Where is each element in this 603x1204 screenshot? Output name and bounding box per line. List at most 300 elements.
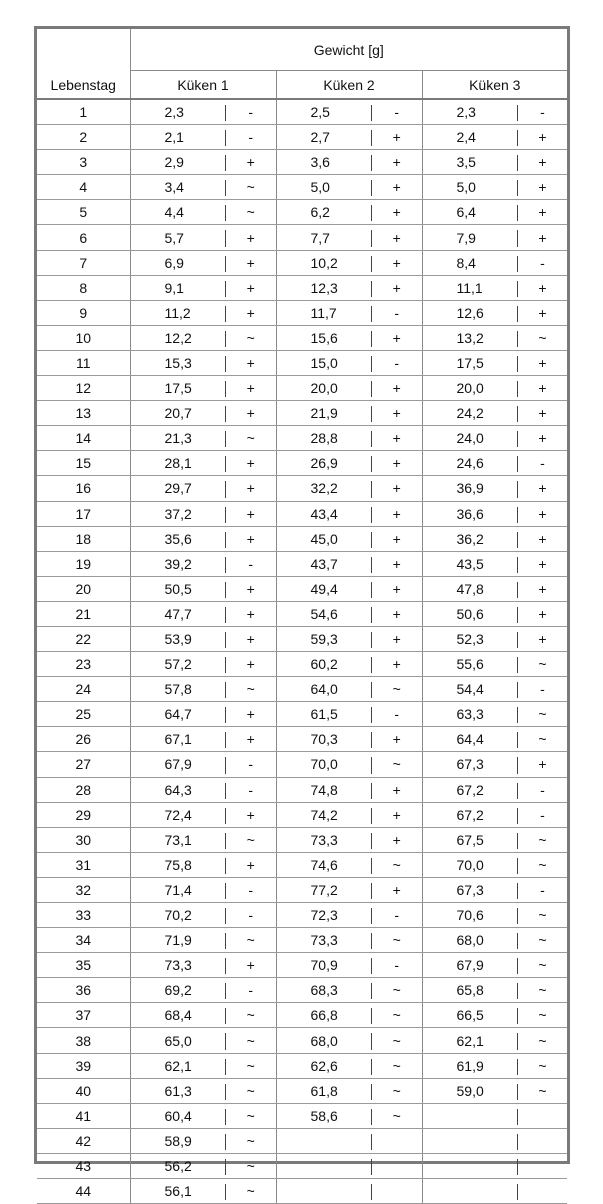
cell-divider [371,256,372,272]
cell-divider [517,632,518,648]
table-row [37,652,567,677]
trend-symbol: ~ [226,677,276,702]
day-cell: 37 [37,1003,130,1028]
trend-symbol [518,1103,567,1128]
cell-divider [371,331,372,347]
cell-divider [371,983,372,999]
day-cell: 38 [37,1028,130,1053]
weight-value-cell [422,250,518,275]
table-row [37,1078,567,1103]
cell-divider [371,1109,372,1125]
weight-value-cell [130,777,226,802]
trend-symbol: - [226,877,276,902]
weight-value-cell [276,275,372,300]
weight-value-cell [422,928,518,953]
table-row [37,325,567,350]
table-row [37,99,567,125]
trend-symbol: + [372,426,422,451]
trend-symbol: - [226,99,276,125]
table-row [37,1028,567,1053]
trend-symbol: ~ [226,426,276,451]
trend-symbol: - [518,99,567,125]
trend-symbol: + [518,501,567,526]
weight-value-cell [130,150,226,175]
cell-divider [517,1134,518,1150]
weight-value-cell [276,852,372,877]
weight-value-cell [130,401,226,426]
cell-divider [517,205,518,221]
weight-value: 26,9 [310,455,338,472]
weight-value-cell [276,99,372,125]
trend-symbol: ~ [226,827,276,852]
weight-value-cell [130,576,226,601]
trend-symbol: - [372,702,422,727]
trend-symbol: + [518,601,567,626]
table-row [37,275,567,300]
weight-value-cell [276,928,372,953]
weight-value: 6,9 [164,254,184,271]
trend-symbol: ~ [518,978,567,1003]
day-cell: 5 [37,200,130,225]
weight-value-cell [422,401,518,426]
weight-value: 71,4 [164,881,192,898]
trend-symbol: + [226,702,276,727]
table-row [37,677,567,702]
cell-divider [225,632,226,648]
cell-divider [371,507,372,523]
trend-symbol: + [226,852,276,877]
cell-divider [225,783,226,799]
cell-divider [225,908,226,924]
weight-value: 4,4 [164,204,184,221]
table-row [37,626,567,651]
trend-symbol: - [372,903,422,928]
table-row [37,1103,567,1128]
trend-symbol [518,1153,567,1178]
cell-divider [225,707,226,723]
cell-divider [225,732,226,748]
day-cell: 1 [37,99,130,125]
weight-value: 11,1 [456,279,483,296]
day-cell: 27 [37,752,130,777]
trend-symbol: + [226,802,276,827]
weight-value: 58,9 [164,1132,192,1149]
weight-value: 73,3 [164,957,192,974]
weight-value-cell [130,501,226,526]
weight-value: 32,2 [310,480,338,497]
trend-symbol: ~ [518,953,567,978]
weight-value-cell [422,953,518,978]
trend-symbol: ~ [372,1028,422,1053]
trend-symbol: ~ [372,1053,422,1078]
cell-divider [517,858,518,874]
table-row [37,903,567,928]
cell-divider [517,431,518,447]
weight-value: 54,4 [456,681,484,698]
table-row [37,576,567,601]
cell-divider [225,858,226,874]
trend-symbol: ~ [226,1103,276,1128]
weight-table-frame [34,26,570,1200]
trend-symbol: + [226,150,276,175]
day-cell: 39 [37,1053,130,1078]
trend-symbol: + [372,451,422,476]
weight-value-cell [276,501,372,526]
trend-symbol: + [372,551,422,576]
trend-symbol: ~ [372,677,422,702]
weight-value: 71,9 [164,932,192,949]
table-row [37,827,567,852]
weight-value: 60,2 [310,656,338,673]
cell-divider [371,406,372,422]
day-cell: 21 [37,601,130,626]
weight-value: 70,9 [310,957,338,974]
weight-value: 6,4 [456,204,476,221]
trend-symbol: ~ [518,1028,567,1053]
weight-value: 56,1 [164,1183,192,1200]
trend-symbol: - [226,978,276,1003]
weight-value: 61,8 [310,1082,338,1099]
day-cell: 28 [37,777,130,802]
weight-value: 12,6 [456,304,484,321]
cell-divider [371,808,372,824]
weight-value-cell [422,1153,518,1178]
cell-divider [225,256,226,272]
trend-symbol: + [372,601,422,626]
cell-divider [225,481,226,497]
weight-value-cell [276,125,372,150]
cell-divider [371,431,372,447]
trend-symbol: ~ [518,702,567,727]
cell-divider [517,1084,518,1100]
weight-value-cell [276,200,372,225]
weight-value-cell [422,576,518,601]
table-row [37,1128,567,1153]
weight-value-cell [276,526,372,551]
weight-value-cell [422,626,518,651]
weight-value-cell [130,903,226,928]
weight-value: 70,3 [310,731,338,748]
weight-value: 67,5 [456,831,484,848]
trend-symbol: + [518,476,567,501]
weight-value-cell [130,275,226,300]
weight-value: 64,4 [456,731,484,748]
cell-divider [517,1109,518,1125]
cell-divider [225,180,226,196]
weight-value: 21,9 [310,405,338,422]
trend-symbol: + [372,626,422,651]
weight-value: 61,9 [456,1057,484,1074]
cell-divider [371,833,372,849]
table-body [37,99,567,1204]
table-row [37,451,567,476]
cell-divider [225,657,226,673]
cell-divider [517,1008,518,1024]
trend-symbol [372,1153,422,1178]
trend-symbol: - [226,903,276,928]
weight-value: 20,7 [164,405,192,422]
weight-value: 72,3 [310,907,338,924]
weight-value-cell [130,727,226,752]
day-cell: 23 [37,652,130,677]
cell-divider [517,557,518,573]
weight-value: 65,0 [164,1032,192,1049]
cell-divider [225,456,226,472]
weight-value-cell [130,601,226,626]
weight-table [37,29,567,1204]
weight-value-cell [276,1103,372,1128]
weight-value-cell [130,852,226,877]
cell-divider [371,707,372,723]
weight-value-cell [130,1153,226,1178]
trend-symbol: + [372,401,422,426]
cell-divider [225,1134,226,1150]
weight-value: 43,7 [310,555,338,572]
weight-value-cell [276,777,372,802]
weight-value-cell [422,225,518,250]
weight-value-cell [276,752,372,777]
table-row [37,175,567,200]
weight-value-cell [422,325,518,350]
weight-value-cell [276,601,372,626]
weight-value-cell [276,376,372,401]
weight-value: 68,4 [164,1007,192,1024]
cell-divider [225,105,226,121]
trend-symbol: + [518,300,567,325]
cell-divider [517,908,518,924]
trend-symbol: + [518,200,567,225]
table-row [37,376,567,401]
weight-value-cell [130,225,226,250]
weight-value-cell [422,551,518,576]
trend-symbol: ~ [372,978,422,1003]
day-cell: 36 [37,978,130,1003]
weight-value: 62,6 [310,1057,338,1074]
cell-divider [517,958,518,974]
weight-value-cell [276,953,372,978]
cell-divider [371,858,372,874]
weight-value: 67,9 [164,756,192,773]
weight-value-cell [130,250,226,275]
trend-symbol: + [226,601,276,626]
weight-value: 70,0 [456,856,484,873]
trend-symbol: + [518,401,567,426]
cell-divider [371,1134,372,1150]
day-cell: 26 [37,727,130,752]
trend-symbol: - [226,125,276,150]
weight-value-cell [130,350,226,375]
cell-divider [225,281,226,297]
weight-value-cell [276,626,372,651]
trend-symbol: ~ [372,1078,422,1103]
cell-divider [371,1059,372,1075]
weight-value: 8,4 [456,254,476,271]
trend-symbol: + [518,350,567,375]
weight-value-cell [130,928,226,953]
weight-value: 36,6 [456,505,484,522]
cell-divider [225,406,226,422]
weight-value: 60,4 [164,1107,192,1124]
trend-symbol: + [226,526,276,551]
weight-value-cell [422,376,518,401]
weight-value: 70,0 [310,756,338,773]
trend-symbol: ~ [518,727,567,752]
weight-value-cell [422,702,518,727]
weight-value: 73,3 [310,831,338,848]
table-row [37,350,567,375]
day-cell: 15 [37,451,130,476]
day-cell: 13 [37,401,130,426]
trend-symbol: + [372,501,422,526]
trend-symbol: + [372,777,422,802]
weight-value-cell [422,877,518,902]
trend-symbol: ~ [372,928,422,953]
weight-value-cell [130,677,226,702]
weight-value: 54,6 [310,605,338,622]
table-row [37,150,567,175]
weight-value-cell [276,175,372,200]
weight-value-cell [276,476,372,501]
weight-value-cell [276,1003,372,1028]
weight-value: 35,6 [164,530,192,547]
weight-value-cell [130,652,226,677]
weight-value: 64,7 [164,706,192,723]
weight-value: 5,0 [456,179,476,196]
trend-symbol: ~ [226,1003,276,1028]
cell-divider [371,381,372,397]
cell-divider [517,808,518,824]
weight-value: 24,0 [456,430,484,447]
cell-divider [371,582,372,598]
cell-divider [371,657,372,673]
weight-value: 58,6 [310,1107,338,1124]
cell-divider [371,180,372,196]
weight-value: 57,8 [164,681,192,698]
weight-value-cell [130,1053,226,1078]
weight-value: 68,0 [310,1032,338,1049]
weight-value: 67,2 [456,806,484,823]
weight-value: 2,5 [310,104,330,121]
cell-divider [517,1059,518,1075]
weight-value-cell [276,225,372,250]
trend-symbol: ~ [226,1078,276,1103]
weight-value-cell [422,752,518,777]
cell-divider [517,130,518,146]
weight-value: 77,2 [310,881,338,898]
cell-divider [517,983,518,999]
weight-value: 67,3 [456,881,484,898]
day-cell: 19 [37,551,130,576]
weight-value: 75,8 [164,856,192,873]
weight-value: 47,8 [456,580,484,597]
cell-divider [371,557,372,573]
weight-value: 3,6 [310,154,330,171]
weight-value: 20,0 [310,380,338,397]
weight-value: 5,0 [310,179,330,196]
weight-value: 62,1 [164,1057,192,1074]
weight-value-cell [422,451,518,476]
weight-value-cell [276,1078,372,1103]
trend-symbol: + [226,727,276,752]
weight-value: 9,1 [164,279,184,296]
cell-divider [371,933,372,949]
weight-value-cell [422,1128,518,1153]
weight-value-cell [422,300,518,325]
trend-symbol: ~ [518,903,567,928]
weight-value-cell [422,526,518,551]
trend-symbol: ~ [226,1153,276,1178]
cell-divider [225,682,226,698]
weight-value: 7,7 [310,229,330,246]
weight-value: 36,9 [456,480,484,497]
weight-value: 28,8 [310,430,338,447]
weight-value-cell [130,1078,226,1103]
table-row [37,877,567,902]
weight-value-cell [276,250,372,275]
weight-value: 61,3 [164,1082,192,1099]
trend-symbol: + [226,350,276,375]
weight-value-cell [276,300,372,325]
cell-divider [517,406,518,422]
cell-divider [225,1008,226,1024]
weight-value: 62,1 [456,1032,484,1049]
weight-value-cell [276,401,372,426]
cell-divider [371,456,372,472]
table-row [37,250,567,275]
weight-value-cell [422,501,518,526]
cell-divider [371,1184,372,1200]
weight-value-cell [130,451,226,476]
cell-divider [517,1184,518,1200]
cell-divider [225,130,226,146]
cell-divider [517,1033,518,1049]
trend-symbol: - [226,752,276,777]
day-cell: 24 [37,677,130,702]
cell-divider [517,281,518,297]
cell-divider [517,180,518,196]
table-row [37,777,567,802]
weight-value: 67,3 [456,756,484,773]
weight-value: 69,2 [164,982,192,999]
cell-divider [517,607,518,623]
weight-value: 6,2 [310,204,330,221]
weight-value-cell [276,1153,372,1178]
weight-value: 63,3 [456,706,484,723]
trend-symbol: ~ [372,752,422,777]
weight-value-cell [130,978,226,1003]
weight-value: 2,1 [164,129,184,146]
cell-divider [517,306,518,322]
trend-symbol: + [226,626,276,651]
weight-value: 66,8 [310,1007,338,1024]
cell-divider [517,155,518,171]
weight-value-cell [422,978,518,1003]
cell-divider [371,205,372,221]
cell-divider [225,1184,226,1200]
cell-divider [225,331,226,347]
weight-value-cell [276,551,372,576]
weight-value-cell [130,300,226,325]
trend-symbol: + [226,275,276,300]
weight-value-cell [276,1028,372,1053]
weight-value: 73,3 [310,932,338,949]
trend-symbol: - [372,350,422,375]
cell-divider [371,1159,372,1175]
trend-symbol: + [518,275,567,300]
weight-value: 68,0 [456,932,484,949]
weight-value: 2,7 [310,129,330,146]
day-cell: 9 [37,300,130,325]
